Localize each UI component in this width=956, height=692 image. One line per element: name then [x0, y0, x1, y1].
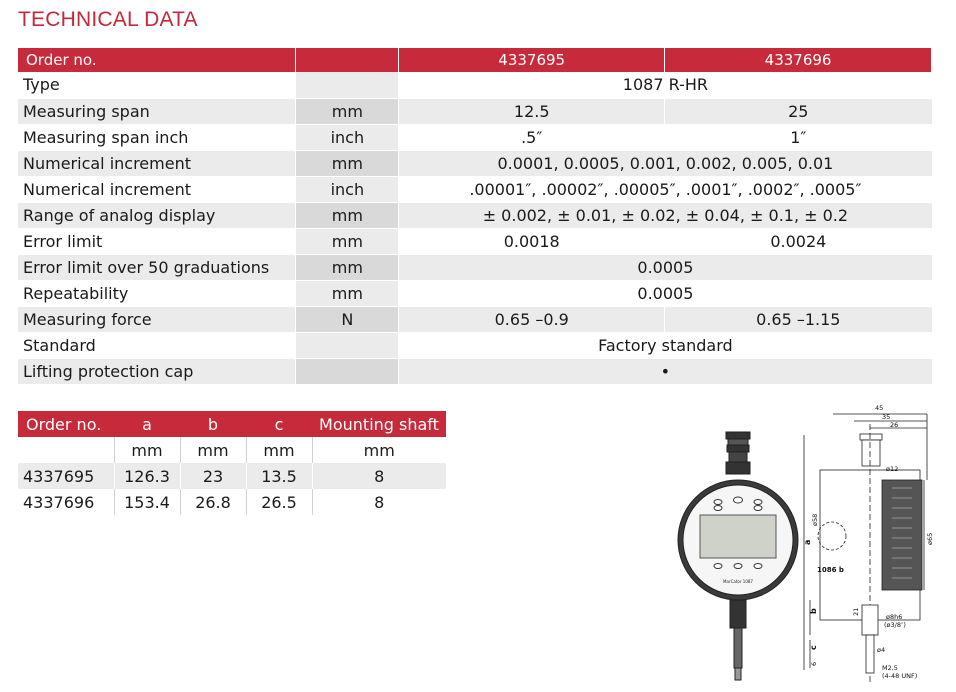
dims-value: 13.5: [246, 463, 312, 489]
row-unit: mm: [296, 254, 399, 280]
row-value: 0.0001, 0.0005, 0.001, 0.002, 0.005, 0.01: [399, 150, 932, 176]
row-label: Measuring force: [18, 306, 296, 332]
cap-ring-2: [727, 445, 749, 452]
row-value-4337695: 0.0018: [399, 228, 665, 254]
row-label: Repeatability: [18, 280, 296, 306]
row-value: 0.0005: [399, 280, 932, 306]
row-value: 1087 R-HR: [399, 72, 932, 98]
side-dial-housing: [882, 480, 922, 590]
row-label: Error limit over 50 graduations: [18, 254, 296, 280]
table-row: [18, 489, 446, 515]
dims-value: 153.4: [114, 489, 180, 515]
header-order-4337695: 4337695: [399, 48, 665, 72]
dims-header-cell: Order no.: [18, 411, 114, 437]
row-unit: mm: [296, 228, 399, 254]
dims-header-cell: Mounting shaft: [312, 411, 446, 437]
dims-header-row: [18, 411, 446, 437]
row-value: 0.0005: [399, 254, 932, 280]
table-row: [18, 98, 932, 124]
label-d3-8: (ø3/8″): [884, 621, 906, 629]
row-unit: mm: [296, 98, 399, 124]
label-45: 45: [875, 404, 884, 412]
row-value-4337695: 12.5: [399, 98, 665, 124]
section-title: TECHNICAL DATA: [18, 8, 198, 31]
technical-data-table: [18, 48, 932, 385]
label-unf: (4-48 UNF): [882, 672, 918, 680]
row-value-4337696: 25: [665, 98, 932, 124]
row-label: Numerical increment: [18, 176, 296, 202]
dims-unit-cell: [18, 437, 114, 463]
side-spindle: [866, 635, 874, 673]
side-cap-top: [860, 434, 882, 440]
row-unit: inch: [296, 124, 399, 150]
row-value-4337696: 1″: [665, 124, 932, 150]
table-row: [18, 306, 932, 332]
table-row: [18, 332, 932, 358]
header-order-4337696: 4337696: [665, 48, 932, 72]
table-row: [18, 228, 932, 254]
row-label: Range of analog display: [18, 202, 296, 228]
side-stem: [862, 605, 878, 635]
row-value: ± 0.002, ± 0.01, ± 0.02, ± 0.04, ± 0.1, ± 0.2: [399, 202, 932, 228]
side-view: [804, 414, 927, 685]
cap-ring: [728, 439, 748, 445]
table-row: [18, 280, 932, 306]
label-d8h6: ø8h6: [886, 613, 903, 621]
row-value: Factory standard: [399, 332, 932, 358]
table-row: [18, 202, 932, 228]
table-row: [18, 254, 932, 280]
row-unit: [296, 358, 399, 384]
table-row: [18, 150, 932, 176]
table-row: [18, 463, 446, 489]
contact-point: [735, 668, 741, 680]
row-value: .00001″, .00002″, .00005″, .0001″, .0002″, .0005″: [399, 176, 932, 202]
row-label: Measuring span: [18, 98, 296, 124]
dial-indicator-drawing: [660, 400, 940, 688]
lcd-display: [700, 515, 776, 558]
row-value-4337695: 0.65 –0.9: [399, 306, 665, 332]
label-21: 21: [852, 607, 860, 616]
row-value-4337696: 0.0024: [665, 228, 932, 254]
row-label: Error limit: [18, 228, 296, 254]
row-value-4337696: 0.65 –1.15: [665, 306, 932, 332]
dims-unit-cell: mm: [312, 437, 446, 463]
dimensions-table: [18, 411, 446, 515]
row-unit: mm: [296, 150, 399, 176]
row-label: Measuring span inch: [18, 124, 296, 150]
dims-order-no: 4337696: [18, 489, 114, 515]
header-order-no: Order no.: [18, 48, 296, 72]
dims-unit-cell: mm: [114, 437, 180, 463]
dims-units-row: [18, 437, 446, 463]
dims-header-cell: b: [180, 411, 246, 437]
stem-sleeve: [730, 600, 746, 628]
dims-value: 23: [180, 463, 246, 489]
label-c: c: [809, 645, 818, 650]
row-label: Type: [18, 72, 296, 98]
label-d4: ø4: [877, 646, 886, 654]
cap-top: [726, 432, 750, 439]
header-unit: [296, 48, 399, 72]
row-label: Numerical increment: [18, 150, 296, 176]
dims-value: 26.5: [246, 489, 312, 515]
bottom-buttons: [714, 564, 762, 569]
row-value-4337695: .5″: [399, 124, 665, 150]
cap-base: [726, 462, 750, 474]
row-label: Standard: [18, 332, 296, 358]
dims-value: 126.3: [114, 463, 180, 489]
row-unit: mm: [296, 202, 399, 228]
dims-unit-cell: mm: [246, 437, 312, 463]
label-m25: M2,5: [882, 664, 898, 672]
row-unit: inch: [296, 176, 399, 202]
row-unit: [296, 72, 399, 98]
row-unit: [296, 332, 399, 358]
dims-value: 26.8: [180, 489, 246, 515]
side-cap-stem: [862, 440, 880, 466]
row-unit: N: [296, 306, 399, 332]
dims-unit-cell: mm: [180, 437, 246, 463]
table-header-row: [18, 48, 932, 72]
label-6: 6: [810, 661, 818, 666]
dims-order-no: 4337695: [18, 463, 114, 489]
label-d65: ø65: [926, 532, 934, 545]
label-a: a: [803, 539, 812, 545]
row-label: Lifting protection cap: [18, 358, 296, 384]
dims-value: 8: [312, 489, 446, 515]
spindle: [734, 628, 742, 668]
cap-stem: [729, 452, 747, 462]
dims-value: 8: [312, 463, 446, 489]
table-row: [18, 72, 932, 98]
dims-header-cell: a: [114, 411, 180, 437]
label-26: 26: [890, 421, 899, 429]
table-row: [18, 358, 932, 384]
label-d12: ø12: [886, 465, 899, 473]
dial-brand: MarCator 1087: [723, 579, 753, 584]
dims-header-cell: c: [246, 411, 312, 437]
label-35: 35: [882, 413, 891, 421]
label-d58: ø58: [811, 513, 819, 526]
row-unit: mm: [296, 280, 399, 306]
front-view: [678, 432, 798, 680]
table-row: [18, 124, 932, 150]
label-b: b: [809, 608, 818, 614]
label-1086b: 1086 b: [817, 566, 844, 574]
row-value: •: [399, 358, 932, 384]
table-row: [18, 176, 932, 202]
